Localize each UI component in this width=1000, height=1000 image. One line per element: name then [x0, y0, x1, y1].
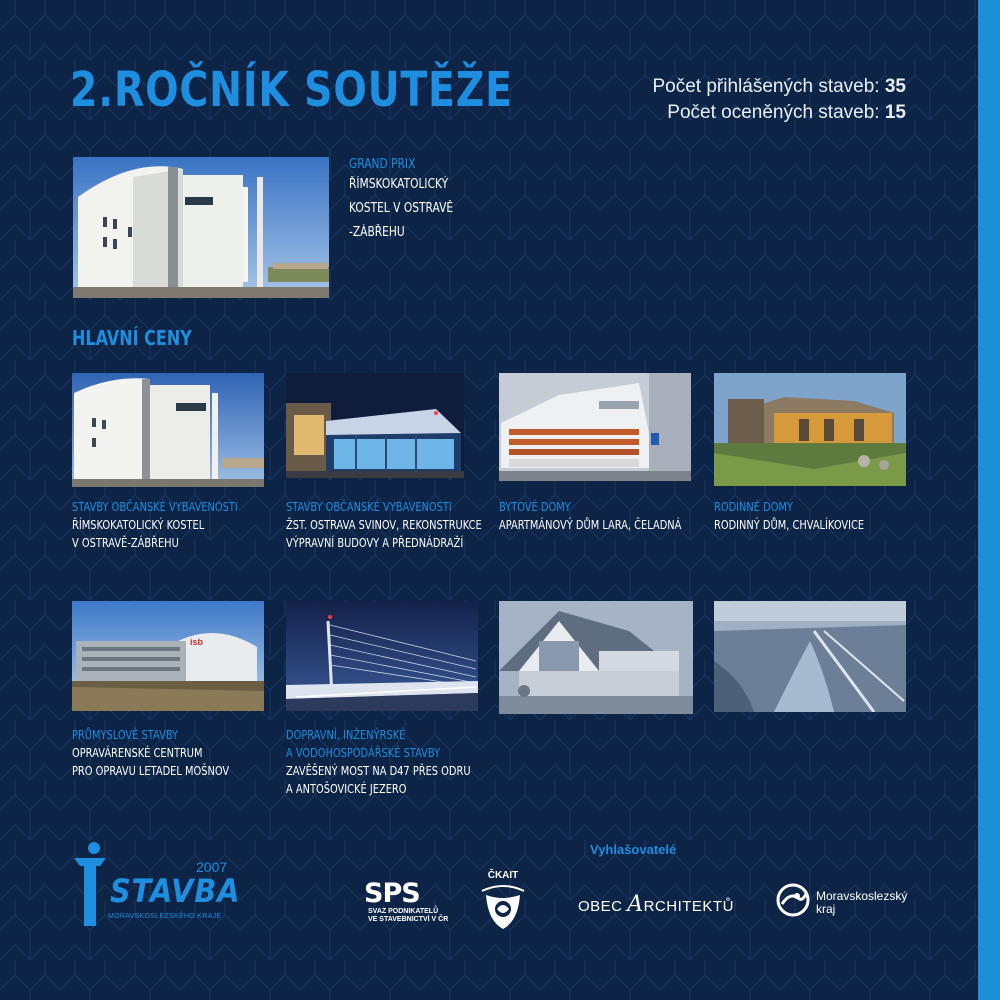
kraj-name-line: kraj	[816, 902, 836, 916]
award-photo-apartments	[499, 373, 691, 481]
awarded-value: 15	[884, 102, 906, 123]
stavba-year: 2007	[196, 859, 228, 875]
awarded-label: Počet oceněných staveb:	[667, 102, 880, 123]
decorative-photo-landscape	[714, 601, 906, 712]
sps-wordmark: SPS	[364, 878, 420, 909]
kraj-name	[816, 890, 907, 916]
page-title: 2.ROČNÍK SOUTĚŽE	[70, 62, 513, 118]
award-category: PRŮMYSLOVÉ STAVBY	[72, 728, 179, 742]
award-name-line: APARTMÁNOVÝ DŮM LARA, ČELADNÁ	[499, 518, 682, 532]
awarded-count-line	[653, 100, 907, 126]
award-category: RODINNÉ DOMY	[714, 500, 793, 514]
award-category: BYTOVÉ DOMY	[499, 500, 571, 514]
award-photo-aircraft-repair	[72, 601, 264, 711]
grand-prix-name-line: ŘÍMSKOKATOLICKÝ	[349, 177, 449, 192]
sponsors-heading: Vyhlašovatelé	[590, 842, 677, 857]
main-prizes-heading: HLAVNÍ CENY	[72, 326, 192, 350]
award-category: STAVBY OBČANSKÉ VYBAVENOSTI	[72, 500, 238, 514]
award-category: A VODOHOSPODÁŘSKÉ STAVBY	[286, 746, 441, 760]
ckait-wordmark: ČKAIT	[487, 870, 519, 881]
award-caption	[286, 498, 486, 552]
kraj-name-line: Moravskoslezský	[816, 889, 908, 903]
sps-subtitle-line: VE STAVEBNICTVÍ V ČR	[368, 916, 449, 923]
registered-value: 35	[884, 76, 906, 97]
grand-prix-caption	[349, 157, 549, 245]
award-name-line: RODINNÝ DŮM, CHVALÍKOVICE	[714, 518, 865, 532]
grand-prix-name-line: -ZÁBŘEHU	[349, 225, 405, 240]
oa-prefix: OBEC	[578, 898, 628, 915]
stavba-subtitle: MORAVSKOSLEZSKÉHO KRAJE	[108, 913, 222, 920]
award-name-line: OPRAVÁRENSKÉ CENTRUM	[72, 746, 203, 760]
award-name-line: VÝPRAVNÍ BUDOVY A PŘEDNÁDRAŽÍ	[286, 536, 464, 550]
stavba-wordmark: STAVBA	[110, 872, 241, 910]
obec-architektu-logo	[578, 892, 734, 917]
award-caption	[72, 498, 272, 552]
decorative-photo-house	[499, 601, 693, 714]
competition-stats	[653, 74, 907, 126]
award-category: DOPRAVNÍ, INŽENÝRSKÉ	[286, 728, 406, 742]
grand-prix-name-line: KOSTEL V OSTRAVĚ	[349, 201, 454, 216]
award-caption	[714, 498, 914, 534]
award-caption	[286, 726, 486, 798]
award-photo-bridge	[286, 601, 478, 711]
grand-prix-photo	[73, 157, 329, 298]
registered-label: Počet přihlášených staveb:	[652, 76, 880, 97]
obec-architektu-wordmark	[578, 892, 734, 917]
sps-subtitle-line: SVAZ PODNIKATELŮ	[368, 908, 439, 915]
registered-count-line	[653, 74, 907, 100]
award-photo-church	[72, 373, 264, 487]
award-caption	[72, 726, 272, 780]
isb-sign: isb	[190, 637, 204, 647]
sps-logo	[364, 880, 464, 924]
award-category: STAVBY OBČANSKÉ VYBAVENOSTI	[286, 500, 452, 514]
award-photo-station	[286, 373, 464, 478]
award-caption	[499, 498, 699, 534]
award-name-line: ŘÍMSKOKATOLICKÝ KOSTEL	[72, 518, 205, 532]
moravskoslezsky-kraj-logo	[776, 882, 916, 922]
grand-prix-category: GRAND PRIX	[349, 157, 416, 172]
award-name-line: ŽST. OSTRAVA SVINOV, REKONSTRUKCE	[286, 518, 482, 532]
stavba-figure-icon	[70, 840, 110, 930]
oa-initial: A	[627, 892, 644, 917]
award-name-line: PRO OPRAVU LETADEL MOŠNOV	[72, 764, 230, 778]
kraj-emblem-icon	[776, 882, 810, 918]
award-name-line: V OSTRAVĚ-ZÁBŘEHU	[72, 536, 179, 550]
award-name-line: A ANTOŠOVICKÉ JEZERO	[286, 782, 407, 796]
oa-rest: RCHITEKTŮ	[643, 898, 734, 915]
award-photo-family-house	[714, 373, 906, 486]
ckait-logo	[478, 870, 528, 936]
award-name-line: ZAVĚŠENÝ MOST NA D47 PŘES ODRU	[286, 764, 471, 778]
ckait-emblem-icon	[478, 881, 528, 931]
right-accent-stripe	[978, 0, 1000, 1000]
